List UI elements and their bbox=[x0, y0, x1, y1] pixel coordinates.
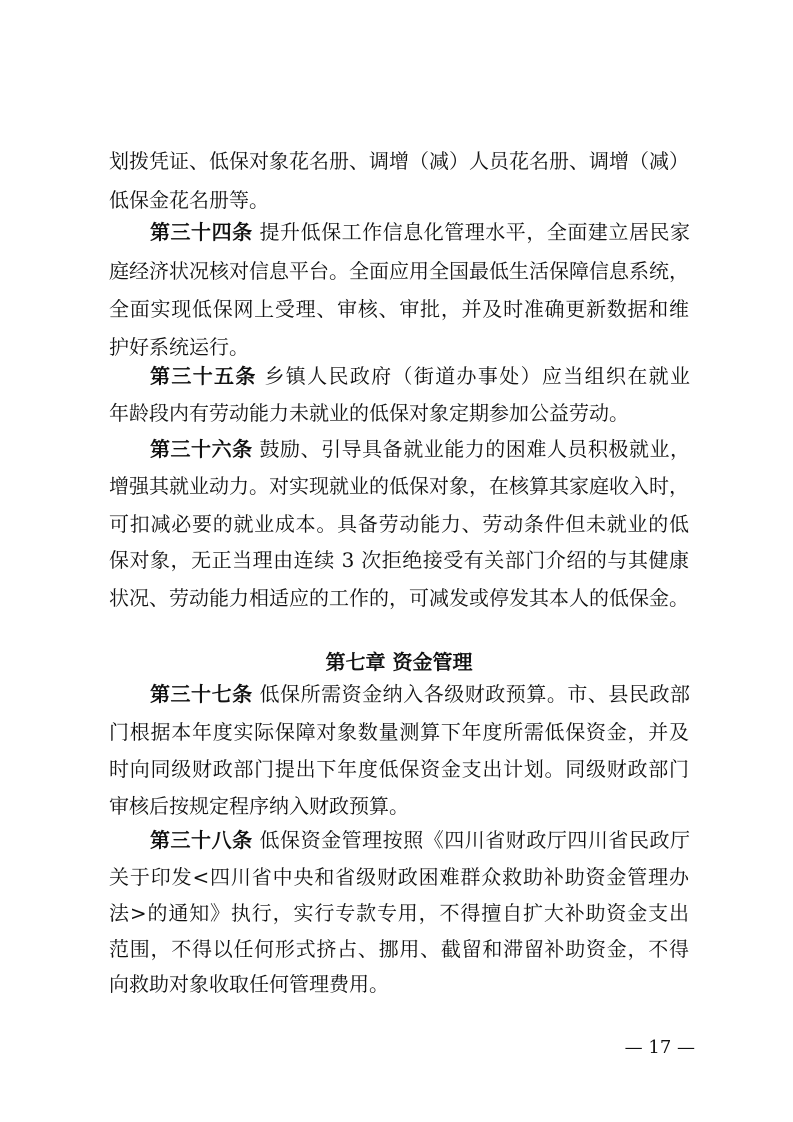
paragraph-line: 划拨凭证、低保对象花名册、调增（减）人员花名册、调增（减） bbox=[109, 149, 689, 173]
paragraph-line: 低保金花名册等。 bbox=[109, 188, 269, 212]
paragraph-line: 可扣减必要的就业成本。具备劳动能力、劳动条件但未就业的低 bbox=[109, 512, 689, 536]
paragraph-line: 时向同级财政部门提出下年度低保资金支出计划。同级财政部门 bbox=[109, 757, 689, 781]
article-37-first-line bbox=[150, 678, 690, 710]
page-number: — 17 — bbox=[624, 1037, 695, 1058]
paragraph-line: 向救助对象收取任何管理费用。 bbox=[109, 972, 389, 996]
paragraph-line: 门根据本年度实际保障对象数量测算下年度所需低保资金，并及 bbox=[109, 720, 689, 744]
article-38-first-line bbox=[150, 824, 690, 856]
paragraph-line: 全面实现低保网上受理、审核、审批，并及时准确更新数据和维 bbox=[109, 297, 689, 321]
paragraph-line: 审核后按规定程序纳入财政预算。 bbox=[109, 794, 409, 818]
chapter-title: 第七章 资金管理 bbox=[325, 650, 473, 674]
article-text: 低保所需资金纳入各级财政预算。市、县民政部 bbox=[259, 682, 690, 706]
article-35-first-line bbox=[150, 360, 690, 392]
paragraph-line: 庭经济状况核对信息平台。全面应用全国最低生活保障信息系统， bbox=[109, 259, 689, 283]
article-text: 低保资金管理按照《四川省财政厅四川省民政厅 bbox=[259, 828, 690, 852]
paragraph-line: 增强其就业动力。对实现就业的低保对象，在核算其家庭收入时， bbox=[109, 474, 689, 498]
article-heading: 第三十四条 bbox=[150, 220, 253, 244]
paragraph-line: 法>的通知》执行，实行专款专用，不得擅自扩大补助资金支出 bbox=[109, 901, 689, 925]
paragraph-line: 范围，不得以任何形式挤占、挪用、截留和滞留补助资金，不得 bbox=[109, 937, 689, 961]
article-text: 乡镇人民政府（街道办事处）应当组织在就业 bbox=[264, 364, 690, 388]
paragraph-line: 状况、劳动能力相适应的工作的，可减发或停发其本人的低保金。 bbox=[109, 586, 689, 610]
article-heading: 第三十五条 bbox=[150, 364, 257, 388]
paragraph-line: 保对象，无正当理由连续 3 次拒绝接受有关部门介绍的与其健康 bbox=[109, 548, 689, 572]
paragraph-line: 护好系统运行。 bbox=[109, 335, 249, 359]
article-heading: 第三十七条 bbox=[150, 682, 253, 706]
article-36-first-line bbox=[150, 433, 690, 465]
article-heading: 第三十八条 bbox=[150, 828, 253, 852]
article-text: 鼓励、引导具备就业能力的困难人员积极就业， bbox=[259, 437, 690, 461]
article-heading: 第三十六条 bbox=[150, 437, 253, 461]
article-34-first-line bbox=[150, 216, 690, 248]
paragraph-line: 年龄段内有劳动能力未就业的低保对象定期参加公益劳动。 bbox=[109, 401, 629, 425]
paragraph-line: 关于印发<四川省中央和省级财政困难群众救助补助资金管理办 bbox=[109, 865, 689, 889]
article-text: 提升低保工作信息化管理水平，全面建立居民家 bbox=[259, 220, 690, 244]
